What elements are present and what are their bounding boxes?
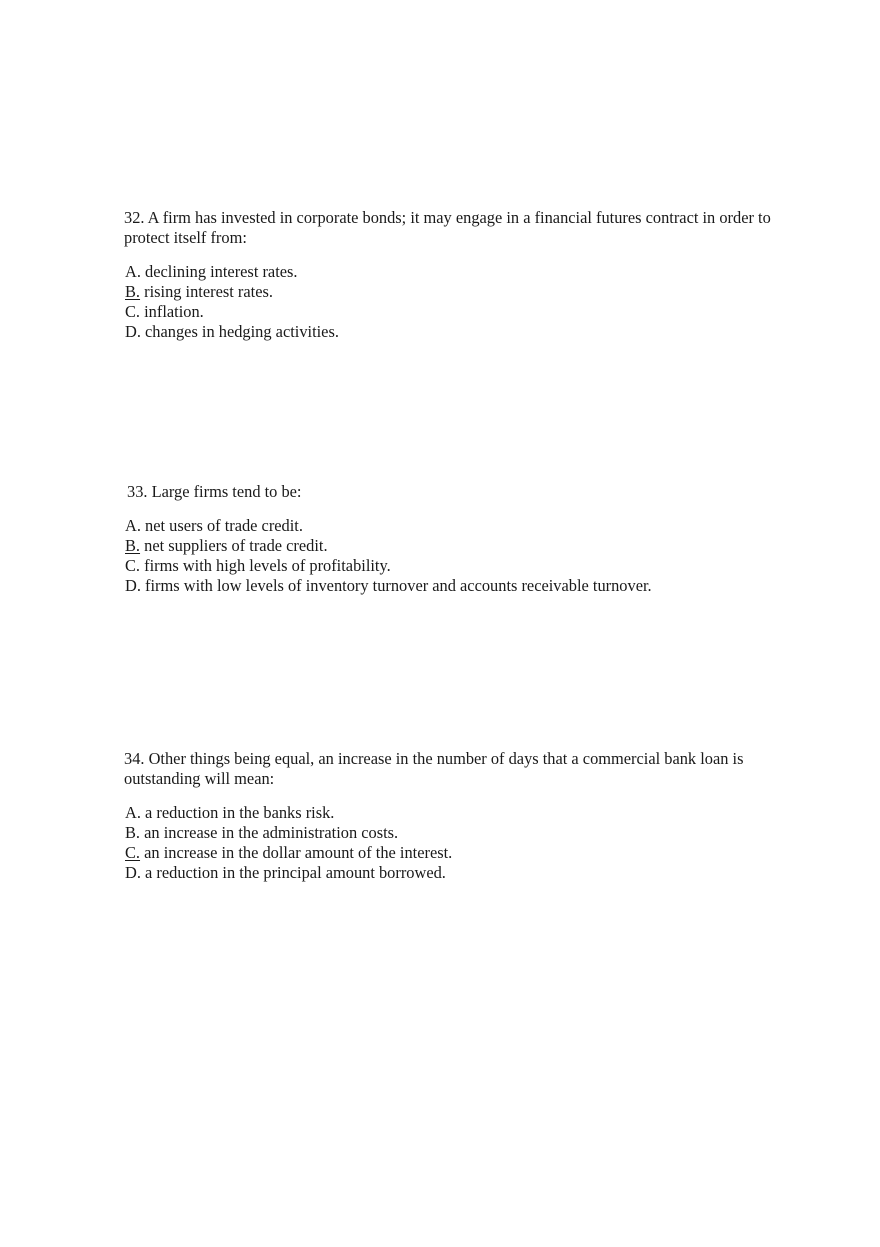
option-b bbox=[125, 823, 784, 843]
option-a bbox=[125, 516, 787, 536]
option-b bbox=[125, 282, 784, 302]
answer-options bbox=[124, 803, 784, 883]
option-text: changes in hedging activities. bbox=[140, 322, 339, 341]
question-stem: 32. A firm has invested in corporate bonds; it may engage in a financial futures contract in order to protect itself from: bbox=[124, 208, 771, 247]
option-letter-correct: B. bbox=[125, 282, 141, 301]
option-text: an increase in the dollar amount of the interest. bbox=[140, 843, 453, 862]
option-c bbox=[125, 843, 784, 863]
option-text: net users of trade credit. bbox=[140, 516, 303, 535]
question-34 bbox=[124, 749, 784, 883]
question-stem: 33. Large firms tend to be: bbox=[127, 482, 302, 501]
option-letter: A. bbox=[125, 262, 141, 281]
answer-options bbox=[124, 262, 784, 342]
option-letter: C. bbox=[125, 302, 141, 321]
option-a bbox=[125, 262, 784, 282]
option-letter: C. bbox=[125, 556, 141, 575]
option-text: net suppliers of trade credit. bbox=[140, 536, 328, 555]
option-letter-correct: C. bbox=[125, 843, 141, 862]
option-d bbox=[125, 322, 784, 342]
question-33 bbox=[127, 482, 787, 596]
question-stem: 34. Other things being equal, an increase in the number of days that a commercial bank loan is outstanding will mean: bbox=[124, 749, 744, 788]
option-text: a reduction in the principal amount borrowed. bbox=[140, 863, 446, 882]
option-text: firms with low levels of inventory turnover and accounts receivable turnover. bbox=[140, 576, 652, 595]
option-text: inflation. bbox=[140, 302, 204, 321]
option-c bbox=[125, 302, 784, 322]
option-text: firms with high levels of profitability. bbox=[140, 556, 391, 575]
option-letter: A. bbox=[125, 803, 141, 822]
option-d bbox=[125, 576, 787, 596]
option-letter: D. bbox=[125, 576, 141, 595]
option-c bbox=[125, 556, 787, 576]
option-text: a reduction in the banks risk. bbox=[140, 803, 335, 822]
option-text: an increase in the administration costs. bbox=[140, 823, 399, 842]
option-a bbox=[125, 803, 784, 823]
option-text: declining interest rates. bbox=[140, 262, 298, 281]
option-letter: D. bbox=[125, 322, 141, 341]
option-letter: A. bbox=[125, 516, 141, 535]
question-32 bbox=[124, 208, 784, 342]
option-b bbox=[125, 536, 787, 556]
answer-options bbox=[124, 516, 787, 596]
option-text: rising interest rates. bbox=[140, 282, 273, 301]
option-letter: B. bbox=[125, 823, 141, 842]
option-letter: D. bbox=[125, 863, 141, 882]
option-d bbox=[125, 863, 784, 883]
option-letter-correct: B. bbox=[125, 536, 141, 555]
